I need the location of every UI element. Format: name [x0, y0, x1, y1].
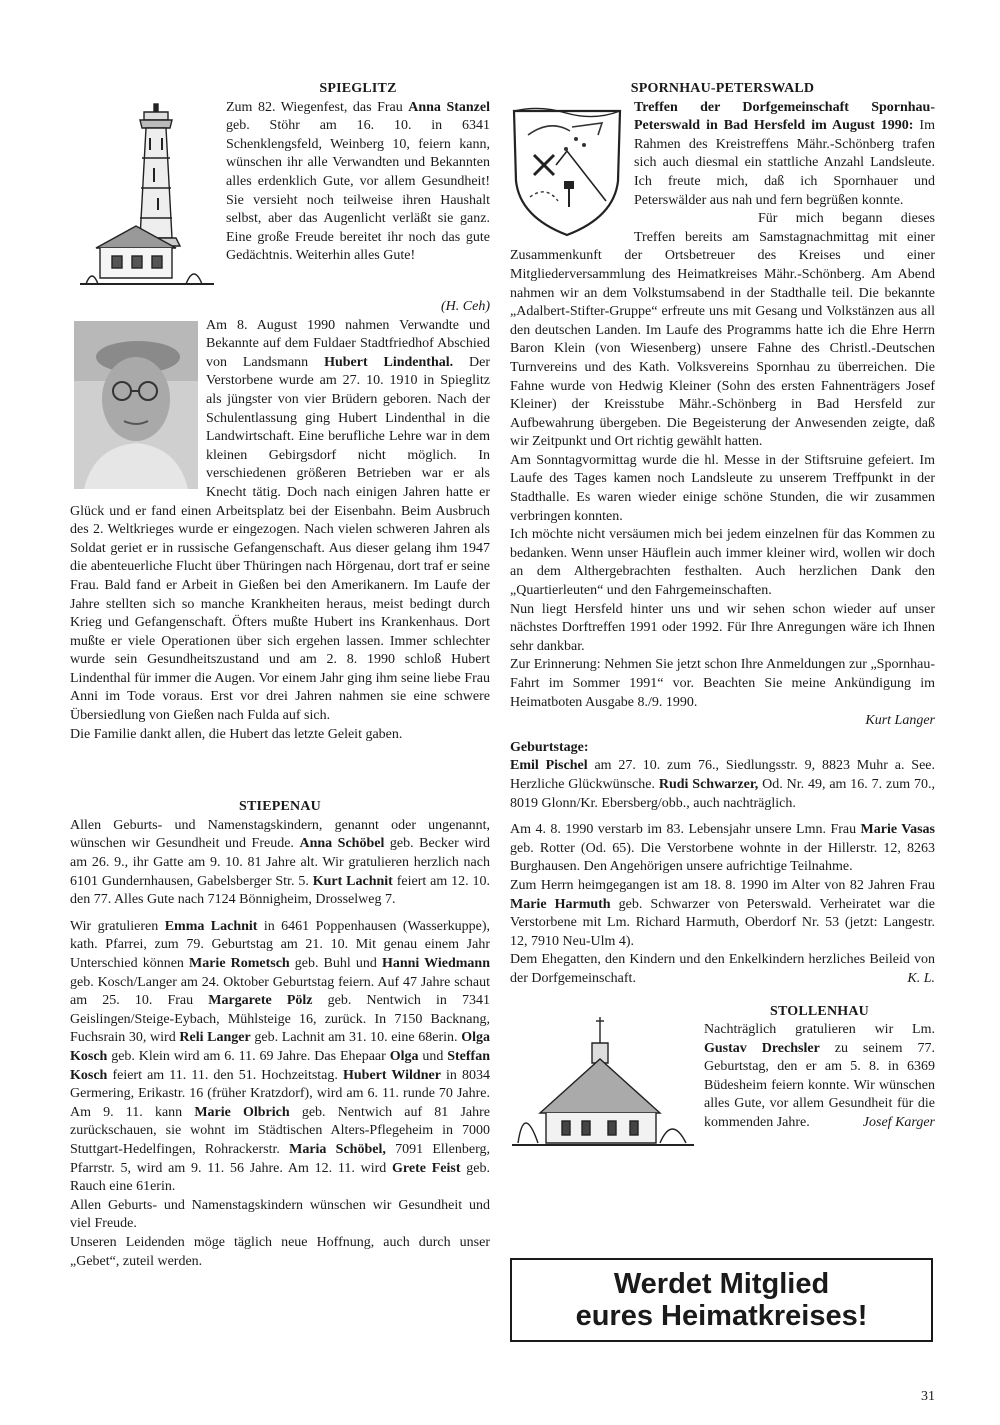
obituary-paragraph-2: [510, 877, 935, 951]
page-number: 31: [921, 1389, 935, 1404]
section-stiepenau: [70, 798, 490, 1271]
banner-line-1: Werdet Mitglied: [613, 1268, 830, 1300]
person-name: Marie Harmuth: [510, 896, 611, 912]
text-run: Der Verstorbene wurde am 27. 10. 1910 in Spieglitz als jüngster von vier Brüdern geboren. Nach der Schulentlassung ging Hubert Lindenthal in die Landwirtschaft. Eine berufliche Lehre war in dem kleinen Gebirgsdorf nicht möglich. In verschiedenen größeren Betrieben war er als Knecht tätig. Doch nach einigen Jahren hatte er Glück und er fand einen Arbeitsplatz bei der Eisenbahn. Beim Ausbruch des 2. Weltkrieges wurde er eingezogen. Nach vielen schweren Jahren als Soldat geriet er in russische Gefangenschaft. Aus dieser gelang ihm 1947 die abenteuerliche Flucht über Thüringen nach Hörgenau, dort traf er seine Frau. Bald fand er Arbeit in Gießen bei den Amerikanern. Im Laufe der Jahre stellten sich so manche Krankheiten heraus, meist bedingt durch Krieg und Gefangenschaft. Öfters mußte Hubert ins Krankenhaus. Dort mußte er viele Operationen über sich ergehen lassen. Immer schlechter wurde sein Gesundheitszustand und am 2. 8. 1990 schloß Hubert Lindenthal für immer die Augen. Vor einem Jahr ging ihm seine liebe Frau Anni im Tode voraus. Erst vor drei Jahren nahmen sie eine schwere Übersiedlung von Gießen nach Fulda auf sich.: [70, 354, 490, 724]
section-spieglitz: [70, 80, 490, 744]
text-run: Od. Nr. 49, am 16. 7. zum 70., 8019 Glonn/Kr. Ebersberg/obb., auch nachträglich.: [510, 776, 935, 811]
spieglitz-paragraph-3: Die Familie dankt allen, die Hubert das letzte Geleit gaben.: [70, 726, 403, 742]
spornhau-paragraph-3: Am Sonntagvormittag wurde die hl. Messe in der Stiftsruine gefeiert. Im Laufe des Tages kamen noch Landsleute zu unserem Treffpunkt in der Stadthalle. Es waren wieder einige schöne Stunden, die wir zusammen verbringen konnten.: [510, 452, 935, 524]
person-name: Emil Pischel: [510, 758, 588, 774]
text-run: Zum 82. Wiegenfest, das Frau: [226, 99, 409, 115]
person-name: Marie Olbrich: [194, 1104, 290, 1120]
text-run: und: [418, 1048, 448, 1064]
event-subheading: Treffen der Dorfgemeinschaft Spornhau-Peterswald in Bad Hersfeld im August 1990:: [634, 99, 935, 134]
signature: Kurt Langer: [865, 713, 935, 729]
coat-of-arms-icon: [510, 105, 624, 239]
text-run: geb. Nentwich auf 81 Jahre zurückschauen, sie wohnt im Städtischen Alters-Pflegeheim in 7000 Stuttgart-Hedelfingen, Rohrackerstr.: [70, 1104, 490, 1157]
stiepenau-paragraph-4: Unseren Leidenden möge täglich neue Hoffnung, auch durch unser „Gebet“, zuteil werden.: [70, 1234, 490, 1269]
text-run: zu seinem 77. Geburtstag, den er am 5. 8. in 6369 Büdesheim feiern konnte. Wir wünschen alles Gute, vor allem Gesundheit für die kommenden Jahre.: [704, 1040, 936, 1131]
signature: Josef Karger: [862, 1115, 935, 1131]
text-run: Am 4. 8. 1990 verstarb im 83. Lebensjahr unsere Lmn. Frau: [510, 822, 861, 838]
lookout-tower-icon: [76, 98, 218, 293]
stollenhau-heading: STOLLENHAU: [770, 1003, 869, 1019]
banner-line-2: eures Heimatkreises!: [575, 1300, 868, 1332]
person-name: Kurt Lachnit: [312, 873, 393, 889]
text-run: Zum Herrn heimgegangen ist am 18. 8. 1990 im Alter von 82 Jahren Frau: [510, 877, 935, 893]
birthdays-label: Geburtstage:: [510, 739, 589, 755]
chapel-illustration: [510, 1003, 696, 1143]
person-name: Margarete Pölz: [208, 993, 313, 1009]
person-name: Marie Vasas: [860, 822, 935, 838]
person-name: Emma Lachnit: [164, 918, 258, 934]
left-column: [70, 80, 490, 1271]
text-run: geb. Buhl und: [289, 956, 382, 971]
text-run: in 8034 Germering, Erikastr. 16 (früher Kratzdorf), wird am 6. 11. runde 70 Jahre. Am 9. 11. kann: [70, 1067, 490, 1120]
stiepenau-heading: STIEPENAU: [239, 799, 321, 815]
right-column: [510, 80, 935, 1143]
tower-illustration: [76, 98, 218, 298]
text-run: feiert am 12. 10. den 77. Alles Gute nach 7124 Bönnigheim, Drosselweg 7.: [70, 873, 490, 908]
spornhau-paragraph-5: Nun liegt Hersfeld hinter uns und wir sehen schon wieder auf unser nächstes Dorftreffen 1991 oder 1992. Für Ihre Anregungen wäre ich Ihnen sehr dankbar.: [510, 601, 935, 654]
person-name: Hubert Lindenthal.: [324, 354, 454, 370]
text-run: geb. Schwarzer von Peterswald. Verheiratet war die Verstorbene mit Lm. Richard Harmuth, Oberdorf Nr. 53 (jetzt: Langestr. 12, 7910 Neu-Ulm 4).: [510, 896, 935, 949]
person-name: Steffan Kosch: [70, 1048, 490, 1083]
person-name: Hanni Wiedmann: [381, 956, 490, 971]
text-run: Dem Ehegatten, den Kindern und den Enkelkindern herzliches Beileid von der Dorfgemeinschaft.: [510, 952, 935, 986]
section-stollenhau: [510, 1003, 935, 1133]
text-run: Wir gratulieren: [70, 918, 165, 934]
section-spornhau: [510, 80, 935, 989]
birthdays-paragraph: [510, 757, 935, 813]
text-run: geb. Rotter (Od. 65). Die Verstorbene wohnte in der Hillerstr. 12, 8263 Burghausen. Den Angehörigen unsere aufrichtige Teilnahme.: [510, 840, 935, 875]
person-name: Anna Schöbel: [299, 836, 385, 852]
spornhau-heading: SPORNHAU-PETERSWALD: [630, 81, 815, 96]
person-name: Reli Langer: [179, 1030, 251, 1046]
text-run: am 27. 10. zum 76., Siedlungsstr. 9, 8823 Muhr a. See. Herzliche Glückwünsche.: [510, 758, 935, 792]
signature: (H. Ceh): [441, 299, 490, 314]
person-name: Marie Rometsch: [189, 956, 290, 971]
portrait-man-icon: [74, 321, 198, 489]
text-run: geb. Nentwich in 7341 Geislingen/Steige-Eybach, Mühlsteige 16, zurück. In 7150 Backnang, Fuchsrain 30, wird: [70, 993, 491, 1046]
membership-banner: [510, 1258, 933, 1342]
stiepenau-paragraph-3: Allen Geburts- und Namenstagskindern wünschen wir Gesundheit und viel Freude.: [70, 1197, 490, 1232]
text-run: geb. Rauch eine 61erin.: [70, 1160, 490, 1195]
text-run: Allen Geburts- und Namenstagskindern, genannt oder ungenannt, wünschen wir Gesundheit und Freude.: [70, 817, 490, 852]
text-run: feiert am 11. 11. den 51. Hochzeitstag.: [107, 1067, 343, 1083]
person-name: Gustav Drechsler: [704, 1040, 820, 1056]
person-name: Anna Stanzel: [408, 99, 490, 115]
spieglitz-heading: SPIEGLITZ: [319, 81, 397, 96]
text-run: geb. Kosch/Langer am 24. Oktober Geburtstag feiern. Auf 47 Jahre schaut am 25. 10. Frau: [70, 974, 490, 1009]
text-run: geb. Becker wird am 26. 9., ihr Gatte am 9. 10. 81 Jahre alt. Wir gratulieren herzlich nach 6101 Gundernhausen, Gabelsberger Str. 5.: [70, 836, 490, 889]
signature: K. L.: [907, 970, 935, 986]
person-name: Grete Feist: [392, 1160, 461, 1176]
text-run: geb. Klein wird am 6. 11. 69 Jahre. Das Ehepaar: [107, 1048, 390, 1064]
chapel-icon: [510, 1003, 696, 1149]
person-name: Maria Schöbel,: [289, 1141, 386, 1157]
coat-of-arms-illustration: [510, 105, 624, 241]
spornhau-paragraph-2: Für mich begann dieses Treffen bereits am Samstagnachmittag mit einer Zusammenkunft der Ortsbetreuer des Kreises und einer Mitgliederversammlung des Heimatkreises Mähr.-Schönberg. Am Abend nahmen wir an dem Volkstumsabend in der Stadthalle teil. Die bekannte „Adalbert-Stifter-Gruppe“ erfreute uns mit Gesang und Volkstänzen aus all den deutschen Landen. Im Laufe des Programms hatte ich die Ehre Herrn Baron Klein (von Wiesenberg) unsere Fahne des Christl.-Deutschen Turnvereins und des Kath. Volksvereins Spornhau zu überreichen. Die Fahne wurde von Hedwig Kleiner (Sohn des ersten Fahnenträgers Josef Kleiner) der Kreisstube Mähr.-Schönberg in Bad Hersfeld zur Aufbewahrung übergeben. Die Begeisterung der Anwesenden zeigte, daß wir Zeitpunkt und Ort richtig gewählt hatten.: [510, 211, 935, 450]
stiepenau-paragraph-1: [70, 817, 490, 910]
stiepenau-paragraph-2: [70, 918, 490, 1197]
portrait-photo: [74, 321, 198, 489]
text-run: Im Rahmen des Kreistreffens Mähr.-Schönberg trafen sich auch diesmal ein stattliche Anzahl Landsleute. Ich freute mich, daß ich Spornhauer und Peterswälder aus nah und fern begrüßen konnte.: [634, 118, 935, 208]
text-run: 7091 Ellenberg, Pfarrstr. 5, wird am 9. 11. 56 Jahre. Am 12. 11. wird: [70, 1141, 491, 1176]
person-name: Olga: [389, 1048, 419, 1064]
person-name: Olga Kosch: [70, 1030, 490, 1064]
text-run: Am 8. August 1990 nahmen Verwandte und Bekannte auf dem Fuldaer Stadtfriedhof Abschied von Landsmann: [206, 317, 490, 370]
text-run: in 6461 Poppenhausen (Wasserkuppe), kath. Pfarrei, zum 79. Geburtstag am 21. 10. Mit genau einem Jahr Unterschied können: [70, 918, 491, 971]
person-name: Hubert Wildner: [343, 1067, 441, 1083]
text-run: Nachträglich gratulieren wir Lm.: [704, 1022, 935, 1038]
spornhau-paragraph-6: Zur Erinnerung: Nehmen Sie jetzt schon Ihre Anmeldungen zur „Spornhau-Fahrt im Sommer 1991“ vor. Beachten Sie meine Ankündigung im Heimatboten Ausgabe 8./9. 1990.: [510, 657, 935, 710]
obituary-paragraph-3: [510, 951, 935, 988]
text-run: geb. Lachnit am 31. 10. eine 68erin.: [250, 1030, 462, 1046]
text-run: geb. Stöhr am 16. 10. in 6341 Schenklengsfeld, Weinberg 10, feiern kann, wünschen ihr alle Verwandten und Bekannten alles erdenklich Gute, vor allem Gesundheit! Sie versieht noch teilweise ihren Haushalt selbst, aber das Augenlicht verläßt sie ganz. Eine große Freude bereitet ihr noch das gute Gedächtnis. Weiterhin alles Gute!: [226, 118, 490, 264]
spornhau-paragraph-4: Ich möchte nicht versäumen mich bei jedem einzelnen für das Kommen zu bedanken. Wenn unser Häuflein auch immer kleiner wird, wollen wir doch an dem Althergebrachten festhalten. Auch herzlichen Dank den „Quartierleuten“ und den Fahrgemeinschaften.: [510, 527, 935, 599]
obituary-paragraph-1: [510, 821, 935, 877]
person-name: Rudi Schwarzer,: [658, 776, 759, 792]
